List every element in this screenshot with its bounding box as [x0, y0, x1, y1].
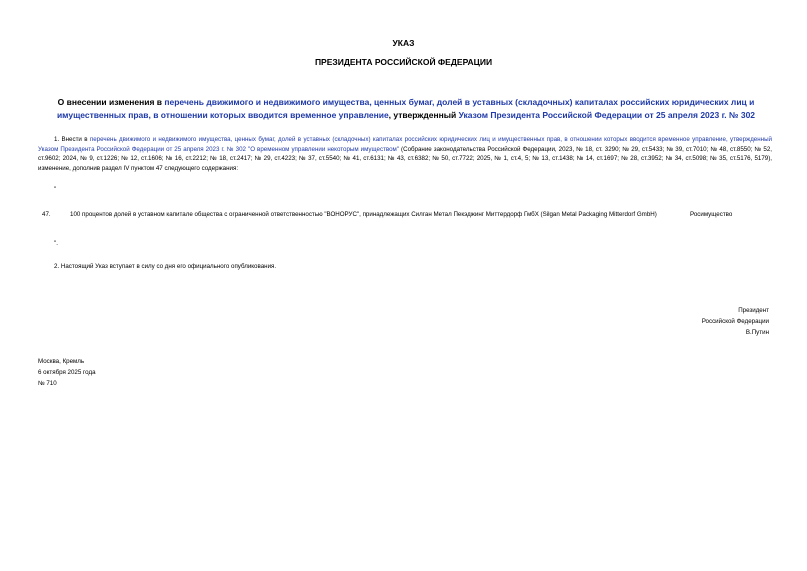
doc-title-link-decree[interactable]: Указом Президента Российской Федерации от 25 апреля 2023 г. № 302 [458, 109, 756, 120]
place-date-block [38, 356, 96, 389]
doc-title-pre: О внесении изменения в [57, 97, 165, 107]
p1-post: (Собрание законодательства Российской Федерации, 2023, № 18, ст. 3290; № 29, ст.5433; № 39, ст.7010; № 48, ст.8550; № 52, ст.9602; 2024, № 9, ст.1226; № 12, ст.1606; № 16, ст.2212; № 18, ст.2417; № 29, ст.4223; № 37, ст.5540; № 41, ст.6131; № 43, ст.6382; № 50, ст.7722; 2025, № 1, ст.4, 5; № 13, ст.1438; № 14, ст.1697; № 28, ст.3952; № 34, ст.5098; № 35, ст.5176, 5179), изменение, дополнив раздел IV пунктом 47 следующего содержания: [38, 145, 772, 172]
doc-title [38, 96, 774, 121]
p1-pre: 1. Внести в [54, 136, 90, 143]
doc-title-link-list[interactable]: перечень движимого и недвижимого имущества, ценных бумаг, долей в уставных (складочных) капиталах российских юридических лиц и имущественных прав, в отношении которых вводится временное управление [56, 97, 755, 120]
doc-heading-president: ПРЕЗИДЕНТА РОССИЙСКОЙ ФЕДЕРАЦИИ [314, 57, 493, 67]
place-date: 6 октября 2025 года [38, 369, 96, 376]
quote-close: ". [54, 240, 58, 247]
signature-title: Президент [738, 307, 769, 314]
paragraph-1 [38, 135, 772, 173]
quote-open: " [54, 186, 57, 193]
item-manager: Росимущество [690, 211, 733, 218]
place-city: Москва, Кремль [38, 358, 85, 365]
item-number: 47. [42, 211, 51, 218]
signature-country: Российской Федерации [701, 318, 769, 325]
signature-name: В.Путин [745, 329, 769, 336]
decree-number: № 710 [38, 380, 57, 387]
doc-title-mid: , утвержденный [388, 109, 459, 120]
paragraph-2: 2. Настоящий Указ вступает в силу со дня его официального опубликования. [54, 263, 277, 270]
item-text: 100 процентов долей в уставном капитале общества с ограниченной ответственностью "ВОНОРУС", принадлежащих Силган Метал Пекэджинг Миттердорф ГмбХ (Silgan Metal Packaging Mitterdorf GmbH) [70, 211, 657, 218]
signature-block [702, 305, 769, 338]
p1-link-list[interactable]: перечень движимого и недвижимого имущества, ценных бумаг, долей в уставных (складочных) капиталах российских юридических лиц и имущественных прав, в отношении которых вводится временное управление, утвержденный Указом Президента Российской Федерации от 25 апреля 2023 г. № 302 "О временном управлении некоторым имуществом" [38, 136, 772, 153]
doc-heading-decree: УКАЗ [392, 38, 415, 48]
